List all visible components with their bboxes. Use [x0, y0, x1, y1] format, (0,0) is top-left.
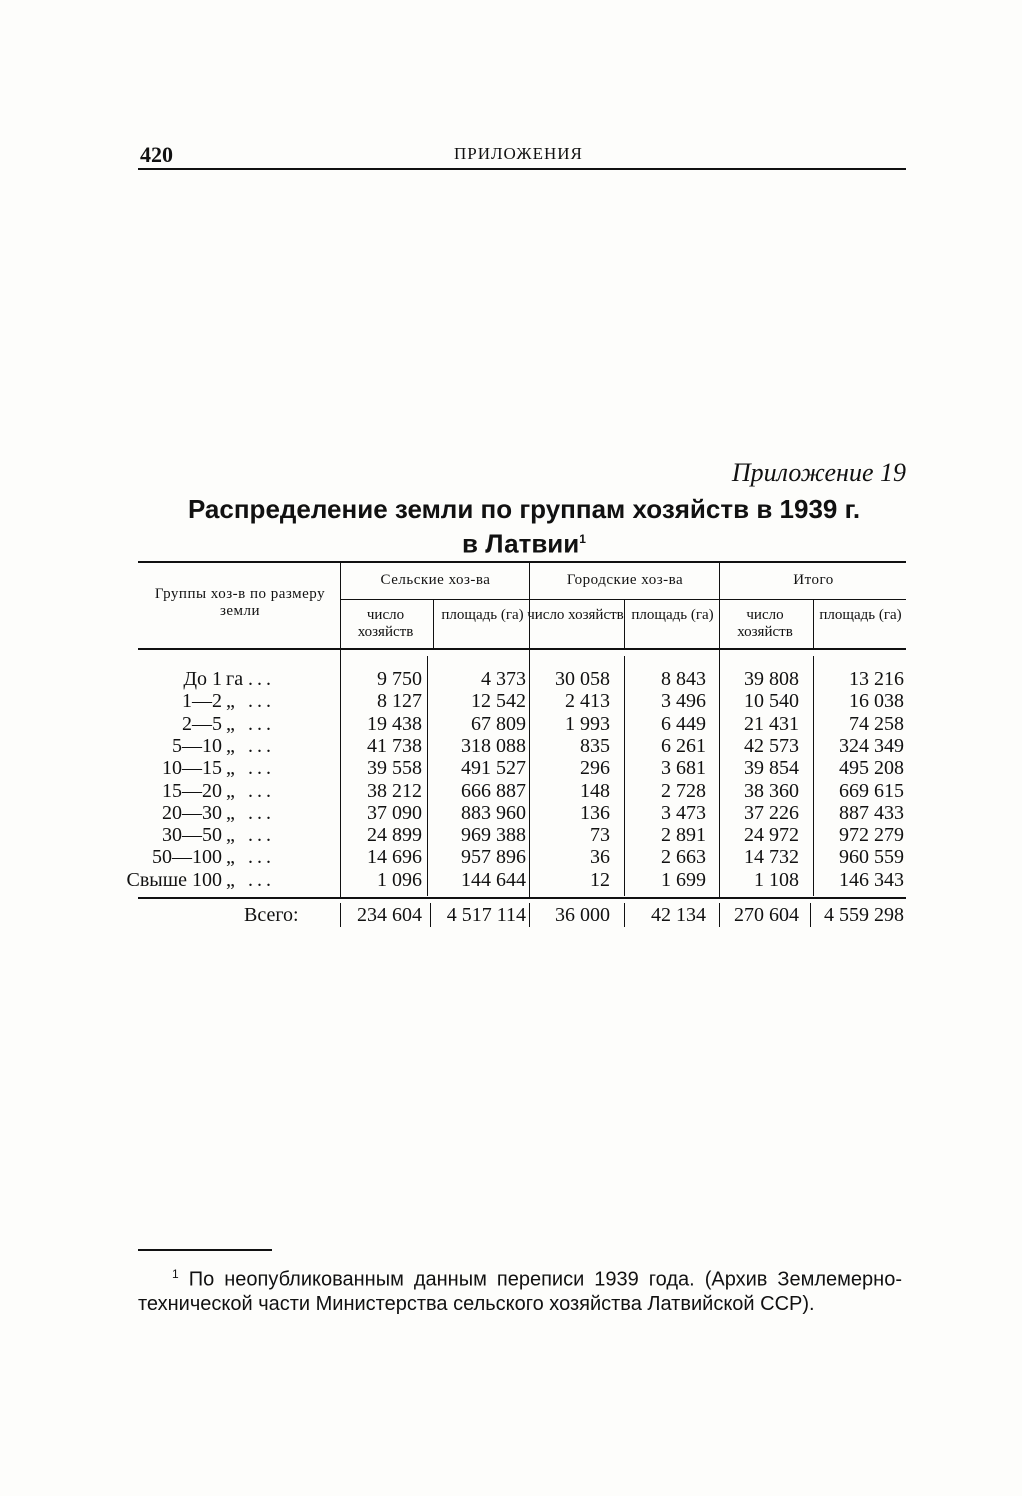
cell-rural-count: 8 127	[377, 690, 422, 712]
vrule-2-body	[427, 656, 428, 896]
cell-total-count: 21 431	[744, 713, 799, 735]
row-unit: „	[226, 824, 235, 846]
cell-rural-count: 14 696	[367, 846, 422, 868]
vrule-total-4	[624, 903, 625, 927]
cell-rural-area: 666 887	[461, 780, 526, 802]
row-unit: „	[226, 802, 235, 824]
cell-rural-count: 1 096	[377, 869, 422, 891]
row-unit: „	[226, 846, 235, 868]
cell-rural-count: 39 558	[367, 757, 422, 779]
cell-urban-area: 3 681	[661, 757, 706, 779]
row-label	[132, 846, 332, 868]
cell-total-area: 960 559	[839, 846, 904, 868]
footnote-text: По неопубликованным данным переписи 1939 года. (Архив Землемерно-технической части Министерства сельского хозяйства Латвийской ССР).	[138, 1268, 902, 1315]
running-title: ПРИЛОЖЕНИЯ	[454, 144, 583, 163]
vrule-total-6	[810, 903, 811, 927]
cell-urban-count: 30 058	[555, 668, 610, 690]
footnote-rule	[138, 1249, 272, 1251]
total-rural-count: 234 604	[357, 904, 422, 926]
row-group-name: Свыше 100	[126, 869, 222, 891]
cell-total-area: 972 279	[839, 824, 904, 846]
row-unit: „	[226, 780, 235, 802]
leader-dots: ...	[248, 668, 275, 690]
cell-total-count: 14 732	[744, 846, 799, 868]
row-unit: „	[226, 757, 235, 779]
cell-urban-count: 835	[580, 735, 610, 757]
leader-dots: ...	[248, 846, 275, 868]
table-top-rule	[138, 561, 906, 563]
cell-urban-area: 2 728	[661, 780, 706, 802]
row-group-name: 2—5	[182, 713, 222, 735]
cell-rural-area: 67 809	[471, 713, 526, 735]
leader-dots: ...	[248, 735, 275, 757]
cell-total-area: 324 349	[839, 735, 904, 757]
row-label	[132, 780, 332, 802]
row-unit: „	[226, 690, 235, 712]
vrule-total-3	[529, 903, 530, 927]
cell-urban-area: 6 449	[661, 713, 706, 735]
row-unit: „	[226, 713, 235, 735]
total-total-area: 4 559 298	[824, 904, 904, 926]
cell-rural-area: 318 088	[461, 735, 526, 757]
cell-rural-count: 37 090	[367, 802, 422, 824]
cell-total-area: 74 258	[849, 713, 904, 735]
cell-rural-count: 38 212	[367, 780, 422, 802]
vrule-6-head	[813, 600, 814, 648]
row-group-name: 50—100	[152, 846, 222, 868]
cell-urban-count: 73	[590, 824, 610, 846]
total-urban-area: 42 134	[651, 904, 706, 926]
cell-urban-area: 8 843	[661, 668, 706, 690]
page-header	[138, 140, 906, 170]
cell-rural-area: 491 527	[461, 757, 526, 779]
cell-total-count: 39 808	[744, 668, 799, 690]
title-footnote-mark: 1	[579, 532, 586, 546]
cell-urban-area: 3 473	[661, 802, 706, 824]
row-group-name: 20—30	[162, 802, 222, 824]
table-title	[140, 494, 908, 559]
subheader-rural-area: площадь (га)	[441, 607, 524, 623]
row-unit: га	[226, 668, 244, 690]
row-label	[132, 713, 332, 735]
cell-rural-area: 4 373	[481, 668, 526, 690]
cell-rural-area: 957 896	[461, 846, 526, 868]
subheader-total-area: площадь (га)	[819, 607, 902, 623]
row-group-name: 5—10	[172, 735, 222, 757]
title-line-1: Распределение земли по группам хозяйств в 1939 г.	[187, 494, 861, 524]
cell-total-count: 24 972	[744, 824, 799, 846]
cell-rural-area: 883 960	[461, 802, 526, 824]
vrule-4-head	[624, 600, 625, 648]
vrule-total-5	[719, 903, 720, 927]
cell-rural-count: 9 750	[377, 668, 422, 690]
cell-urban-count: 136	[580, 802, 610, 824]
row-label	[132, 802, 332, 824]
cell-urban-area: 2 891	[661, 824, 706, 846]
footnote	[138, 1262, 902, 1316]
row-group-name: До 1	[183, 668, 222, 690]
leader-dots: ...	[248, 824, 275, 846]
cell-total-count: 37 226	[744, 802, 799, 824]
cell-rural-area: 144 644	[461, 869, 526, 891]
row-label	[132, 668, 332, 690]
cell-total-area: 146 343	[839, 869, 904, 891]
subheader-rural-count: число хозяйств	[357, 607, 414, 640]
row-label	[132, 690, 332, 712]
cell-urban-area: 2 663	[661, 846, 706, 868]
leader-dots: ...	[248, 713, 275, 735]
cell-total-count: 42 573	[744, 735, 799, 757]
group-column-header: Группы хоз-в по размеру земли	[154, 586, 326, 619]
leader-dots: ...	[248, 869, 275, 891]
total-rural-area: 4 517 114	[446, 904, 526, 926]
cell-rural-count: 24 899	[367, 824, 422, 846]
total-label: Всего:	[244, 904, 299, 926]
col-group-urban: Городские хоз-ва	[566, 572, 684, 588]
row-group-name: 1—2	[182, 690, 222, 712]
cell-total-count: 10 540	[744, 690, 799, 712]
cell-urban-area: 6 261	[661, 735, 706, 757]
total-total-count: 270 604	[734, 904, 799, 926]
cell-urban-count: 1 993	[565, 713, 610, 735]
row-group-name: 10—15	[162, 757, 222, 779]
row-label	[126, 869, 332, 891]
subheader-urban-area: площадь (га)	[631, 607, 714, 623]
cell-urban-count: 36	[590, 846, 610, 868]
leader-dots: ...	[248, 802, 275, 824]
cell-urban-count: 2 413	[565, 690, 610, 712]
vrule-total-1	[340, 903, 341, 927]
col-group-rural: Сельские хоз-ва	[380, 572, 491, 588]
leader-dots: ...	[248, 690, 275, 712]
cell-total-area: 16 038	[849, 690, 904, 712]
leader-dots: ...	[248, 757, 275, 779]
leader-dots: ...	[248, 780, 275, 802]
vrule-4-body	[624, 656, 625, 896]
cell-rural-area: 12 542	[471, 690, 526, 712]
row-unit: „	[226, 735, 235, 757]
row-label	[132, 757, 332, 779]
cell-total-area: 669 615	[839, 780, 904, 802]
cell-total-area: 887 433	[839, 802, 904, 824]
cell-urban-count: 148	[580, 780, 610, 802]
footnote-mark: 1	[172, 1267, 179, 1281]
cell-total-count: 39 854	[744, 757, 799, 779]
cell-total-area: 495 208	[839, 757, 904, 779]
cell-rural-count: 41 738	[367, 735, 422, 757]
row-label	[132, 824, 332, 846]
cell-total-area: 13 216	[849, 668, 904, 690]
cell-rural-count: 19 438	[367, 713, 422, 735]
subheader-total-count: число хозяйств	[737, 607, 793, 640]
row-group-name: 15—20	[162, 780, 222, 802]
cell-rural-area: 969 388	[461, 824, 526, 846]
row-unit: „	[226, 869, 235, 891]
row-group-name: 30—50	[162, 824, 222, 846]
header-mid-rule	[340, 599, 906, 600]
cell-urban-count: 296	[580, 757, 610, 779]
page-number: 420	[140, 142, 173, 167]
body-bottom-rule	[138, 897, 906, 899]
title-line-2: в Латвии$^1$	[462, 528, 586, 559]
total-urban-count: 36 000	[555, 904, 610, 926]
cell-urban-area: 3 496	[661, 690, 706, 712]
subheader-urban-count: число хозяйств	[527, 607, 624, 623]
cell-total-count: 38 360	[744, 780, 799, 802]
col-group-total: Итого	[793, 572, 834, 588]
appendix-label: Приложение 19	[731, 458, 906, 487]
vrule-total-2	[430, 903, 431, 927]
row-label	[132, 735, 332, 757]
header-bottom-rule	[138, 648, 906, 650]
cell-urban-area: 1 699	[661, 869, 706, 891]
cell-urban-count: 12	[590, 869, 610, 891]
vrule-2-head	[433, 600, 434, 648]
cell-total-count: 1 108	[754, 869, 799, 891]
